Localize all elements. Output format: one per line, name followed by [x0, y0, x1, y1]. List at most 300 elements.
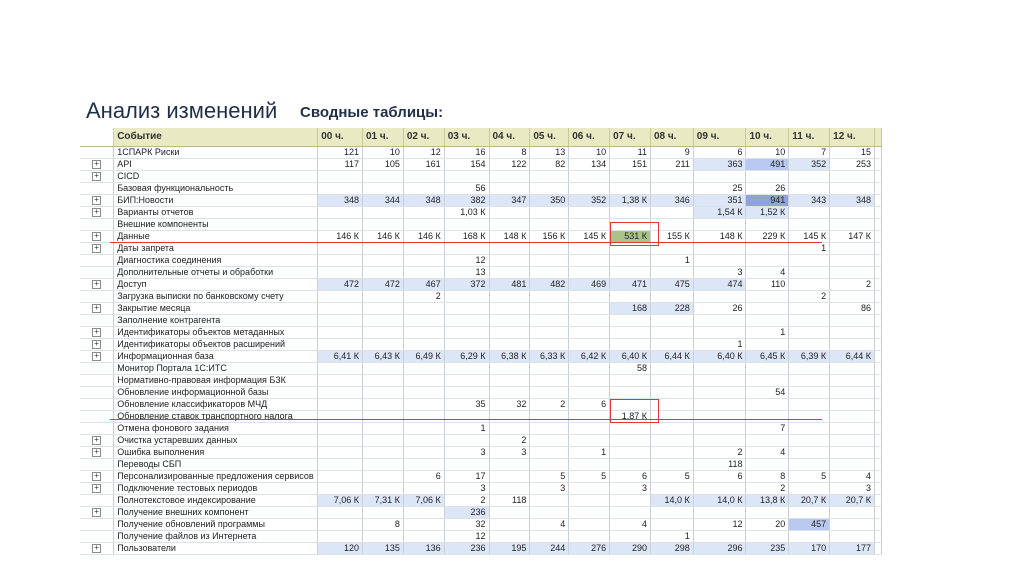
value-cell — [746, 374, 789, 386]
value-cell — [318, 410, 363, 422]
expand-plus-icon[interactable]: + — [92, 544, 101, 553]
expand-plus-icon[interactable]: + — [92, 508, 101, 517]
expand-plus-icon[interactable]: + — [92, 436, 101, 445]
value-cell — [693, 254, 746, 266]
table-row[interactable] — [80, 206, 882, 218]
value-cell — [318, 254, 363, 266]
table-row[interactable] — [80, 182, 882, 194]
header-hour[interactable]: 09 ч. — [693, 128, 746, 146]
value-cell: 12 — [444, 254, 489, 266]
value-cell: 6 — [610, 470, 651, 482]
value-cell: 156 К — [530, 230, 569, 242]
value-cell — [403, 434, 444, 446]
table-row[interactable] — [80, 314, 882, 326]
event-name-cell: API — [114, 158, 318, 170]
value-cell — [830, 398, 875, 410]
value-cell — [746, 338, 789, 350]
value-cell — [403, 338, 444, 350]
value-cell: 346 — [650, 194, 693, 206]
value-cell — [569, 182, 610, 194]
value-cell — [610, 494, 651, 506]
value-cell: 5 — [650, 470, 693, 482]
table-row[interactable] — [80, 398, 882, 410]
value-cell: 120 — [318, 542, 363, 554]
table-row[interactable] — [80, 458, 882, 470]
value-cell — [403, 506, 444, 518]
expand-plus-icon[interactable]: + — [92, 280, 101, 289]
value-cell: 229 К — [746, 230, 789, 242]
header-hour[interactable]: 01 ч. — [362, 128, 403, 146]
value-cell — [489, 410, 530, 422]
value-cell — [362, 314, 403, 326]
value-cell: 471 — [610, 278, 651, 290]
value-cell — [444, 170, 489, 182]
value-cell — [362, 170, 403, 182]
expand-plus-icon[interactable]: + — [92, 448, 101, 457]
value-cell — [403, 482, 444, 494]
value-cell: 170 — [789, 542, 830, 554]
value-cell — [530, 266, 569, 278]
overflow-cell — [875, 242, 882, 254]
value-cell — [789, 338, 830, 350]
value-cell: 121 — [318, 146, 363, 158]
value-cell: 211 — [650, 158, 693, 170]
table-row[interactable] — [80, 254, 882, 266]
value-cell — [746, 362, 789, 374]
expand-plus-icon[interactable]: + — [92, 160, 101, 169]
value-cell: 168 — [610, 302, 651, 314]
value-cell — [362, 290, 403, 302]
slide-title: Анализ изменений — [86, 98, 278, 123]
table-row[interactable] — [80, 242, 882, 254]
expand-cell — [80, 146, 114, 158]
value-cell — [650, 266, 693, 278]
table-row[interactable] — [80, 410, 882, 422]
value-cell: 457 — [789, 518, 830, 530]
value-cell — [362, 362, 403, 374]
value-cell — [569, 530, 610, 542]
header-event[interactable]: Событие — [114, 128, 318, 146]
value-cell: 4 — [530, 518, 569, 530]
event-name-cell: Закрытие месяца — [114, 302, 318, 314]
value-cell — [610, 242, 651, 254]
value-cell — [489, 170, 530, 182]
event-name-cell: Очистка устаревших данных — [114, 434, 318, 446]
value-cell: 474 — [693, 278, 746, 290]
value-cell — [789, 374, 830, 386]
table-row[interactable] — [80, 530, 882, 542]
value-cell — [610, 182, 651, 194]
overflow-cell — [875, 182, 882, 194]
value-cell: 6,41 К — [318, 350, 363, 362]
value-cell: 168 К — [444, 230, 489, 242]
event-name-cell: Обновление ставок транспортного налога — [114, 410, 318, 422]
value-cell: 1 — [444, 422, 489, 434]
value-cell: 6,33 К — [530, 350, 569, 362]
value-cell — [403, 398, 444, 410]
value-cell — [530, 434, 569, 446]
value-cell — [650, 434, 693, 446]
value-cell: 15 — [830, 146, 875, 158]
value-cell: 6,44 К — [650, 350, 693, 362]
overflow-cell — [875, 230, 882, 242]
value-cell: 3 — [693, 266, 746, 278]
header-hour[interactable]: 05 ч. — [530, 128, 569, 146]
value-cell — [650, 182, 693, 194]
table-row[interactable] — [80, 194, 882, 206]
event-name-cell: Переводы СБП — [114, 458, 318, 470]
header-more — [875, 128, 882, 146]
expand-cell[interactable] — [80, 326, 114, 338]
value-cell — [746, 314, 789, 326]
header-hour[interactable]: 11 ч. — [789, 128, 830, 146]
value-cell — [403, 458, 444, 470]
value-cell — [693, 506, 746, 518]
value-cell — [403, 170, 444, 182]
overflow-cell — [875, 338, 882, 350]
value-cell — [318, 374, 363, 386]
value-cell — [746, 254, 789, 266]
value-cell — [403, 326, 444, 338]
value-cell — [569, 482, 610, 494]
value-cell — [489, 386, 530, 398]
header-corner — [80, 128, 114, 146]
event-name-cell: Информационная база — [114, 350, 318, 362]
expand-cell[interactable] — [80, 338, 114, 350]
overflow-cell — [875, 158, 882, 170]
value-cell — [789, 170, 830, 182]
pivot-table-container[interactable] — [80, 128, 882, 553]
value-cell — [569, 458, 610, 470]
header-hour[interactable]: 02 ч. — [403, 128, 444, 146]
overflow-cell — [875, 302, 882, 314]
value-cell — [693, 398, 746, 410]
value-cell — [444, 434, 489, 446]
table-row[interactable] — [80, 302, 882, 314]
value-cell — [789, 218, 830, 230]
value-cell: 26 — [746, 182, 789, 194]
value-cell — [789, 410, 830, 422]
expand-plus-icon[interactable]: + — [92, 304, 101, 313]
value-cell: 235 — [746, 542, 789, 554]
value-cell: 467 — [403, 278, 444, 290]
table-row[interactable] — [80, 434, 882, 446]
value-cell: 1 — [693, 338, 746, 350]
value-cell: 118 — [489, 494, 530, 506]
overflow-cell — [875, 446, 882, 458]
value-cell — [650, 242, 693, 254]
value-cell — [318, 458, 363, 470]
value-cell: 12 — [693, 518, 746, 530]
expand-plus-icon[interactable]: + — [92, 208, 101, 217]
expand-cell — [80, 182, 114, 194]
value-cell — [693, 482, 746, 494]
expand-cell[interactable] — [80, 170, 114, 182]
event-name-cell: Варианты отчетов — [114, 206, 318, 218]
value-cell — [830, 410, 875, 422]
value-cell — [789, 278, 830, 290]
value-cell: 6 — [403, 470, 444, 482]
value-cell: 6,40 К — [610, 350, 651, 362]
event-name-cell: Доступ — [114, 278, 318, 290]
value-cell — [830, 326, 875, 338]
value-cell — [830, 182, 875, 194]
table-row[interactable] — [80, 470, 882, 482]
expand-plus-icon[interactable]: + — [92, 244, 101, 253]
header-hour[interactable]: 03 ч. — [444, 128, 489, 146]
value-cell: 146 К — [403, 230, 444, 242]
value-cell — [789, 530, 830, 542]
expand-cell[interactable] — [80, 446, 114, 458]
event-name-cell: Обновление классификаторов МЧД — [114, 398, 318, 410]
expand-cell[interactable] — [80, 470, 114, 482]
value-cell — [403, 422, 444, 434]
value-cell — [403, 242, 444, 254]
expand-cell[interactable] — [80, 350, 114, 362]
value-cell — [362, 422, 403, 434]
value-cell — [650, 422, 693, 434]
value-cell — [489, 482, 530, 494]
expand-cell[interactable] — [80, 206, 114, 218]
value-cell — [530, 530, 569, 542]
overflow-cell — [875, 458, 882, 470]
value-cell: 13,8 К — [746, 494, 789, 506]
value-cell — [746, 398, 789, 410]
expand-cell — [80, 410, 114, 422]
header-hour[interactable]: 00 ч. — [318, 128, 363, 146]
value-cell — [830, 434, 875, 446]
value-cell — [489, 266, 530, 278]
value-cell — [746, 506, 789, 518]
value-cell — [693, 326, 746, 338]
value-cell: 6,40 К — [693, 350, 746, 362]
value-cell — [569, 410, 610, 422]
value-cell — [610, 386, 651, 398]
header-hour[interactable]: 10 ч. — [746, 128, 789, 146]
value-cell — [489, 314, 530, 326]
value-cell: 1 — [650, 530, 693, 542]
value-cell — [746, 218, 789, 230]
expand-cell — [80, 458, 114, 470]
value-cell — [362, 266, 403, 278]
value-cell: 941 — [746, 194, 789, 206]
table-row[interactable] — [80, 482, 882, 494]
value-cell: 236 — [444, 542, 489, 554]
value-cell — [610, 290, 651, 302]
table-row[interactable] — [80, 506, 882, 518]
value-cell — [318, 206, 363, 218]
value-cell — [693, 386, 746, 398]
table-row[interactable] — [80, 338, 882, 350]
value-cell: 244 — [530, 542, 569, 554]
overflow-cell — [875, 542, 882, 554]
table-row[interactable] — [80, 422, 882, 434]
table-row[interactable] — [80, 446, 882, 458]
value-cell — [693, 362, 746, 374]
expand-cell[interactable] — [80, 230, 114, 242]
value-cell: 7,06 К — [318, 494, 363, 506]
value-cell — [362, 302, 403, 314]
table-row[interactable] — [80, 374, 882, 386]
value-cell — [569, 518, 610, 530]
value-cell: 5 — [530, 470, 569, 482]
value-cell — [789, 182, 830, 194]
table-row[interactable] — [80, 350, 882, 362]
table-row[interactable] — [80, 386, 882, 398]
value-cell — [830, 530, 875, 542]
value-cell: 472 — [362, 278, 403, 290]
table-row[interactable] — [80, 494, 882, 506]
table-row[interactable] — [80, 326, 882, 338]
value-cell — [318, 386, 363, 398]
value-cell — [362, 434, 403, 446]
header-hour[interactable]: 07 ч. — [610, 128, 651, 146]
value-cell — [569, 434, 610, 446]
value-cell — [403, 362, 444, 374]
expand-cell[interactable] — [80, 278, 114, 290]
expand-plus-icon[interactable]: + — [92, 172, 101, 181]
value-cell: 145 К — [569, 230, 610, 242]
expand-plus-icon[interactable]: + — [92, 484, 101, 493]
event-name-cell: Внешние компоненты — [114, 218, 318, 230]
table-row[interactable] — [80, 230, 882, 242]
expand-cell — [80, 398, 114, 410]
value-cell — [650, 398, 693, 410]
value-cell: 352 — [789, 158, 830, 170]
value-cell — [403, 386, 444, 398]
value-cell: 195 — [489, 542, 530, 554]
value-cell: 148 К — [489, 230, 530, 242]
value-cell — [444, 218, 489, 230]
expand-plus-icon[interactable]: + — [92, 232, 101, 241]
value-cell: 6,44 К — [830, 350, 875, 362]
expand-plus-icon[interactable]: + — [92, 472, 101, 481]
value-cell: 26 — [693, 302, 746, 314]
value-cell — [569, 362, 610, 374]
table-row[interactable] — [80, 518, 882, 530]
value-cell: 347 — [489, 194, 530, 206]
expand-cell[interactable] — [80, 194, 114, 206]
event-name-cell: Отмена фонового задания — [114, 422, 318, 434]
event-name-cell: Загрузка выписки по банковскому счету — [114, 290, 318, 302]
expand-plus-icon[interactable]: + — [92, 340, 101, 349]
expand-plus-icon[interactable]: + — [92, 196, 101, 205]
value-cell — [569, 266, 610, 278]
value-cell: 136 — [403, 542, 444, 554]
value-cell: 6,39 К — [789, 350, 830, 362]
value-cell — [610, 506, 651, 518]
value-cell — [318, 362, 363, 374]
value-cell — [530, 422, 569, 434]
header-hour[interactable]: 04 ч. — [489, 128, 530, 146]
value-cell: 32 — [444, 518, 489, 530]
overflow-cell — [875, 350, 882, 362]
header-hour[interactable]: 12 ч. — [830, 128, 875, 146]
value-cell: 469 — [569, 278, 610, 290]
value-cell: 9 — [650, 146, 693, 158]
value-cell — [318, 170, 363, 182]
value-cell — [489, 206, 530, 218]
value-cell: 13 — [530, 146, 569, 158]
table-row[interactable] — [80, 170, 882, 182]
overflow-cell — [875, 386, 882, 398]
value-cell — [403, 182, 444, 194]
value-cell: 154 — [444, 158, 489, 170]
table-row[interactable] — [80, 362, 882, 374]
value-cell: 6,38 К — [489, 350, 530, 362]
table-row[interactable] — [80, 290, 882, 302]
value-cell — [650, 290, 693, 302]
expand-cell[interactable] — [80, 434, 114, 446]
table-row[interactable] — [80, 146, 882, 158]
table-row[interactable] — [80, 278, 882, 290]
value-cell — [444, 374, 489, 386]
table-row[interactable] — [80, 542, 882, 554]
header-hour[interactable]: 06 ч. — [569, 128, 610, 146]
value-cell — [530, 170, 569, 182]
expand-plus-icon[interactable]: + — [92, 328, 101, 337]
table-row[interactable] — [80, 158, 882, 170]
value-cell: 348 — [403, 194, 444, 206]
expand-plus-icon[interactable]: + — [92, 352, 101, 361]
overflow-cell — [875, 470, 882, 482]
expand-cell — [80, 386, 114, 398]
value-cell — [362, 182, 403, 194]
value-cell: 12 — [444, 530, 489, 542]
value-cell: 25 — [693, 182, 746, 194]
expand-cell[interactable] — [80, 242, 114, 254]
value-cell — [830, 206, 875, 218]
value-cell: 1,38 К — [610, 194, 651, 206]
value-cell — [610, 218, 651, 230]
header-hour[interactable]: 08 ч. — [650, 128, 693, 146]
value-cell — [444, 410, 489, 422]
expand-cell[interactable] — [80, 506, 114, 518]
value-cell: 1 — [789, 242, 830, 254]
expand-cell[interactable] — [80, 482, 114, 494]
value-cell — [830, 218, 875, 230]
event-name-cell: Идентификаторы объектов расширений — [114, 338, 318, 350]
value-cell — [489, 470, 530, 482]
value-cell: 531 К — [610, 230, 651, 242]
value-cell: 6,42 К — [569, 350, 610, 362]
value-cell: 6,43 К — [362, 350, 403, 362]
value-cell — [610, 266, 651, 278]
value-cell — [569, 242, 610, 254]
value-cell — [569, 206, 610, 218]
expand-cell[interactable] — [80, 542, 114, 554]
expand-cell[interactable] — [80, 158, 114, 170]
event-name-cell: БИП:Новости — [114, 194, 318, 206]
overflow-cell — [875, 314, 882, 326]
value-cell — [318, 434, 363, 446]
expand-cell — [80, 254, 114, 266]
table-row[interactable] — [80, 218, 882, 230]
value-cell — [610, 422, 651, 434]
value-cell: 472 — [318, 278, 363, 290]
event-name-cell: Персонализированные предложения сервисов — [114, 470, 318, 482]
value-cell — [530, 218, 569, 230]
event-name-cell: Обновление информационной базы — [114, 386, 318, 398]
value-cell — [789, 506, 830, 518]
expand-cell[interactable] — [80, 302, 114, 314]
value-cell — [530, 506, 569, 518]
value-cell: 1,87 К — [610, 410, 651, 422]
event-name-cell: Подключение тестовых периодов — [114, 482, 318, 494]
value-cell — [403, 446, 444, 458]
value-cell: 481 — [489, 278, 530, 290]
table-row[interactable] — [80, 266, 882, 278]
